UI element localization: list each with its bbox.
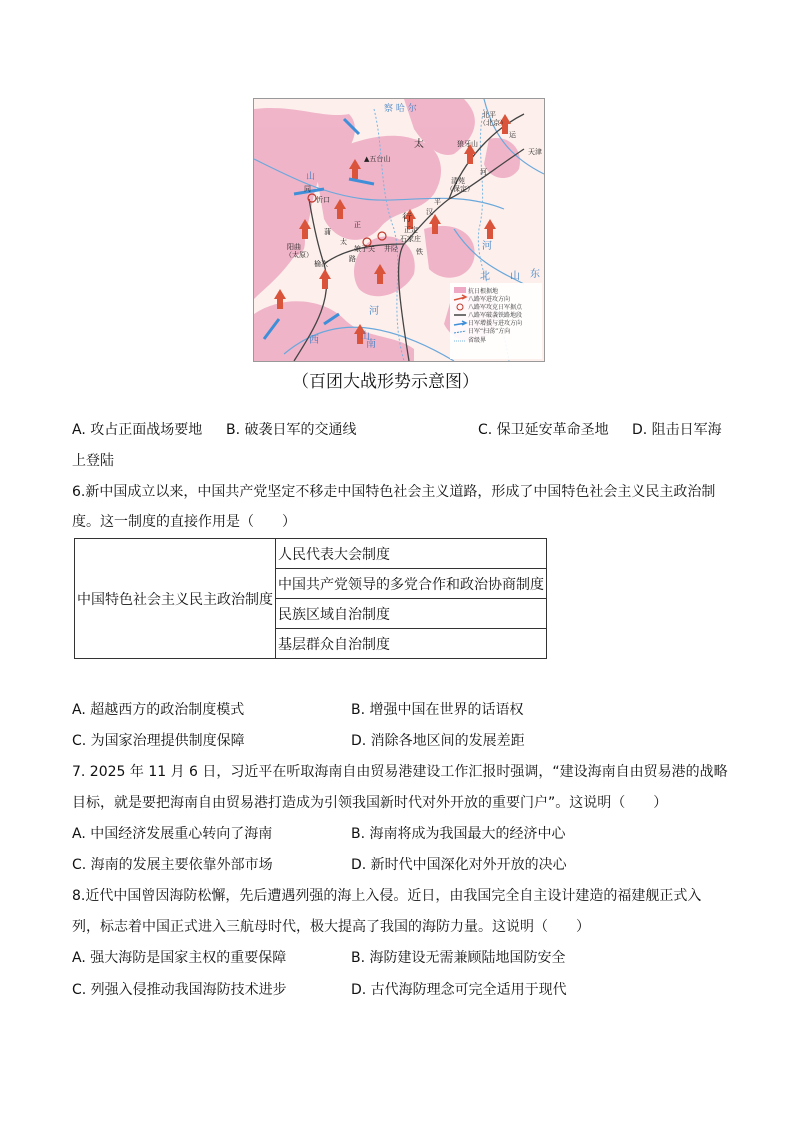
label-pu: 蒲 — [324, 228, 331, 236]
q8-option-d[interactable]: D. 古代海防理念可完全适用于现代 — [351, 982, 567, 998]
label-henan-he: 河 — [369, 306, 379, 317]
label-taihang-shan: 山 — [306, 172, 316, 182]
label-henan-nan: 南 — [366, 339, 376, 350]
label-zhengding: 正定 — [404, 226, 418, 234]
q7-option-b[interactable]: B. 海南将成为我国最大的经济中心 — [351, 826, 566, 842]
label-beiping: 北平 — [482, 111, 496, 119]
label-taihang-tai: 太 — [414, 139, 424, 150]
q6-option-a[interactable]: A. 超越西方的政治制度模式 — [72, 702, 245, 718]
label-tong: 同 — [304, 185, 311, 193]
label-shandong-shan: 山 — [510, 271, 520, 282]
q8-stem-line2: 列，标志着中国正式进入三航母时代，极大提高了我国的海防力量。这说明（ ） — [72, 919, 590, 935]
q7-stem-line2: 目标，就是要把海南自由贸易港打造成为引领我国新时代对外开放的重要门户”。这说明（ ） — [72, 795, 668, 811]
label-niangziguan: 娘子关 — [354, 245, 375, 253]
label-shandong-dong: 东 — [530, 269, 540, 280]
q5-option-c[interactable]: C. 保卫延安革命圣地 — [478, 422, 609, 438]
q7-stem-line1: 7. 2025 年 11 月 6 日，习近平在听取海南自由贸易港建设工作汇报时强调，“建设海南自由贸易港的战略 — [72, 764, 728, 780]
q5-option-d[interactable]: D. 阻击日军海 — [632, 422, 722, 438]
q6-stem-line1: 6.新中国成立以来，中国共产党坚定不移走中国特色社会主义道路，形成了中国特色社会主义民主政治制 — [72, 484, 716, 500]
q8-stem-line1: 8.近代中国曾因海防松懈，先后遭遇列强的海上入侵。近日，由我国完全自主设计建造的福建舰正式入 — [72, 888, 702, 904]
q6-option-d[interactable]: D. 消除各地区间的发展差距 — [351, 733, 525, 749]
q6-option-b[interactable]: B. 增强中国在世界的话语权 — [351, 702, 524, 718]
label-taihang-hang: 行 — [402, 213, 412, 224]
label-he2: 河 — [480, 168, 487, 176]
q7-option-c[interactable]: C. 海南的发展主要依靠外部市场 — [72, 857, 273, 873]
base-swatch-icon — [454, 287, 466, 293]
label-hebei-bei: 北 — [480, 271, 490, 282]
label-zheng: 正 — [354, 221, 361, 229]
q8-option-b[interactable]: B. 海防建设无需兼顾陆地国防安全 — [351, 950, 566, 966]
table-left-cell: 中国特色社会主义民主政治制度 — [75, 539, 276, 659]
q8-option-c[interactable]: C. 列强入侵推动我国海防技术进步 — [72, 982, 287, 998]
label-hebei-he: 河 — [482, 241, 492, 252]
map-caption: （百团大战形势示意图） — [292, 372, 479, 392]
label-jingxing: 井陉 — [384, 245, 398, 253]
legend-label-2: 八路军攻克日军据点 — [468, 304, 523, 311]
q5-option-b[interactable]: B. 破袭日军的交通线 — [226, 422, 357, 438]
legend-label-3: 八路军破袭铁路地段 — [468, 312, 523, 319]
label-tie: 铁 — [416, 248, 423, 256]
label-lu: 路 — [349, 255, 356, 263]
label-yangqu: 阳曲 — [287, 243, 301, 251]
label-yuci: 榆次 — [314, 260, 328, 268]
q6-stem-line2: 度。这一制度的直接作用是（ ） — [72, 514, 296, 530]
label-baoding: （保定） — [446, 185, 474, 193]
q5-option-d-continued: 上登陆 — [72, 453, 114, 469]
battle-situation-map — [253, 98, 545, 362]
map-legend — [450, 283, 542, 359]
label-shanxi-shan: 山 — [360, 331, 370, 342]
label-tai: 太 — [340, 238, 347, 246]
label-langyashan: 狼牙山 — [457, 140, 478, 148]
label-yun: 运 — [509, 131, 516, 139]
q6-option-c[interactable]: C. 为国家治理提供制度保障 — [72, 733, 245, 749]
label-ping: 平 — [434, 198, 441, 206]
legend-label-0: 抗日根据地 — [468, 288, 499, 295]
table-row: 民族区域自治制度 — [276, 599, 547, 629]
political-system-table — [74, 538, 547, 659]
q7-option-a[interactable]: A. 中国经济发展重心转向了海南 — [72, 826, 273, 842]
label-shijiazhuang: 石家庄 — [400, 235, 421, 243]
legend-label-5: 日军“扫荡”方向 — [468, 328, 511, 335]
label-wutaishan: ▲五台山 — [364, 155, 391, 163]
table-row: 中国共产党领导的多党合作和政治协商制度 — [276, 569, 547, 599]
label-chahaer: 察 哈 尔 — [384, 104, 417, 114]
legend-label-4: 日军增援与进攻方向 — [468, 320, 523, 327]
label-taiyuan: （太原） — [285, 251, 313, 259]
label-qingyuan: 清苑 — [451, 177, 465, 185]
q5-option-a[interactable]: A. 攻占正面战场要地 — [72, 422, 203, 438]
label-xinkou: 忻口 — [316, 196, 330, 204]
table-row: 人民代表大会制度 — [276, 539, 547, 569]
label-beijing: （北京） — [479, 119, 507, 127]
table-row: 基层群众自治制度 — [276, 629, 547, 659]
q7-option-d[interactable]: D. 新时代中国深化对外开放的决心 — [351, 857, 567, 873]
legend-label-1: 八路军进攻方向 — [468, 296, 511, 303]
legend-label-6: 省级界 — [468, 337, 487, 344]
label-tianjin: 天津 — [528, 148, 542, 156]
q8-option-a[interactable]: A. 强大海防是国家主权的重要保障 — [72, 950, 287, 966]
label-han: 汉 — [426, 208, 433, 216]
label-shanxi-xi: 西 — [309, 335, 319, 346]
